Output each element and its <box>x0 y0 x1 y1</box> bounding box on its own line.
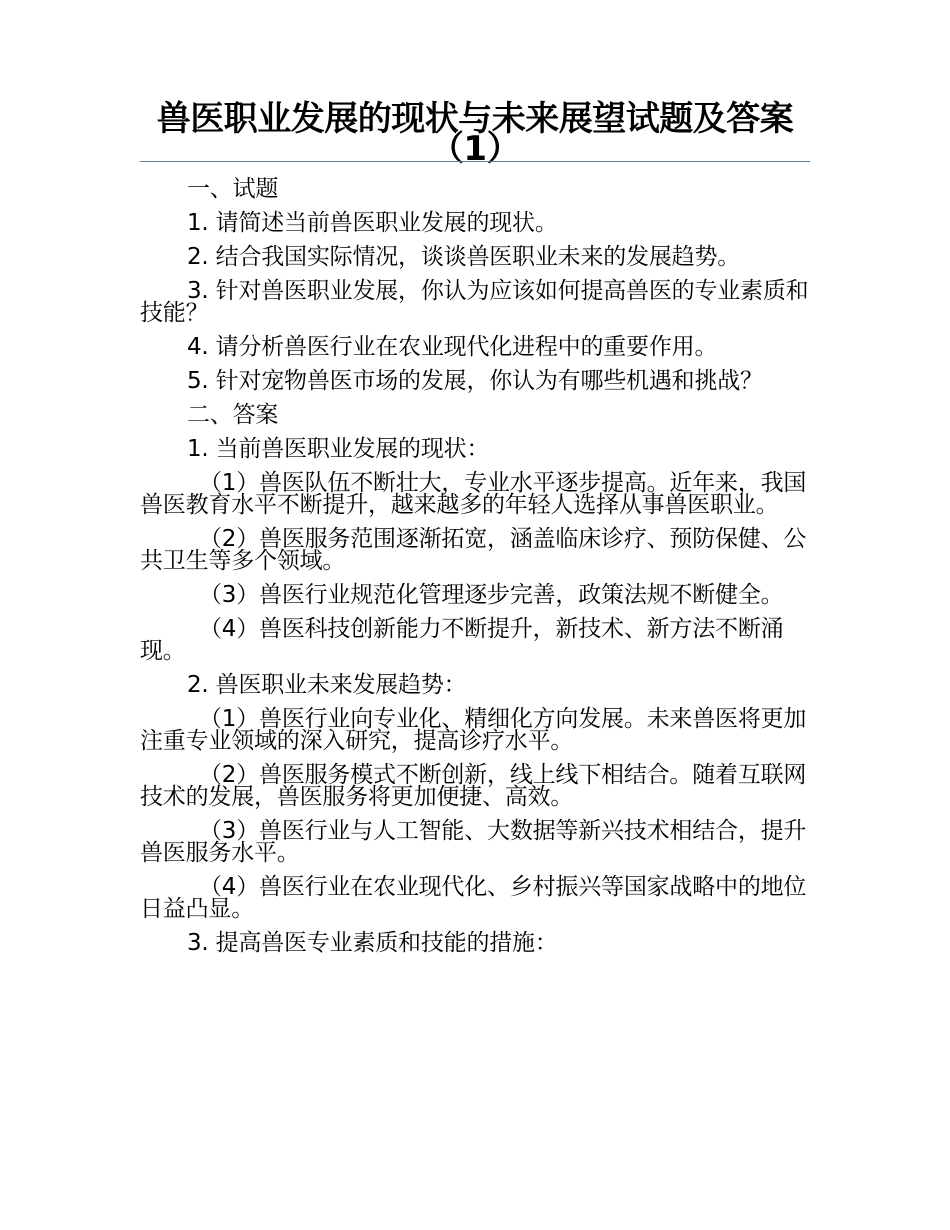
answer-1-point-2: （2）兽医服务范围逐渐拓宽，涵盖临床诊疗、预防保健、公共卫生等多个领域。 <box>140 526 807 574</box>
question-5: 5. 针对宠物兽医市场的发展，你认为有哪些机遇和挑战？ <box>187 368 763 394</box>
section-heading-answers: 二、答案 <box>187 402 279 428</box>
document-body <box>140 178 810 966</box>
document-title: 兽医职业发展的现状与未来展望试题及答案（1） <box>156 99 794 169</box>
answer-2-point-1: （1）兽医行业向专业化、精细化方向发展。未来兽医将更加注重专业领域的深入研究，提高诊疗水平。 <box>140 706 807 754</box>
answer-2-point-4: （4）兽医行业在农业现代化、乡村振兴等国家战略中的地位日益凸显。 <box>140 874 807 922</box>
answer-1-point-1: （1）兽医队伍不断壮大，专业水平逐步提高。近年来，我国兽医教育水平不断提升，越来越多的年轻人选择从事兽医职业。 <box>140 470 807 518</box>
answer-1-point-4: （4）兽医科技创新能力不断提升，新技术、新方法不断涌现。 <box>140 616 784 664</box>
answer-2-point-3: （3）兽医行业与人工智能、大数据等新兴技术相结合，提升兽医服务水平。 <box>140 818 807 866</box>
title-underline <box>140 161 810 162</box>
question-3: 3. 针对兽医职业发展，你认为应该如何提高兽医的专业素质和技能？ <box>140 278 809 326</box>
answer-3-heading: 3. 提高兽医专业素质和技能的措施： <box>187 930 558 956</box>
answer-1-heading: 1. 当前兽医职业发展的现状： <box>187 436 490 462</box>
question-2: 2. 结合我国实际情况，谈谈兽医职业未来的发展趋势。 <box>187 244 741 270</box>
section-heading-questions: 一、试题 <box>187 176 279 202</box>
answer-1-point-3: （3）兽医行业规范化管理逐步完善，政策法规不断健全。 <box>199 582 784 608</box>
question-1: 1. 请简述当前兽医职业发展的现状。 <box>187 210 558 236</box>
answer-2-heading: 2. 兽医职业未来发展趋势： <box>187 672 467 698</box>
question-4: 4. 请分析兽医行业在农业现代化进程中的重要作用。 <box>187 334 718 360</box>
answer-2-point-2: （2）兽医服务模式不断创新，线上线下相结合。随着互联网技术的发展，兽医服务将更加便捷、高效。 <box>140 762 807 810</box>
